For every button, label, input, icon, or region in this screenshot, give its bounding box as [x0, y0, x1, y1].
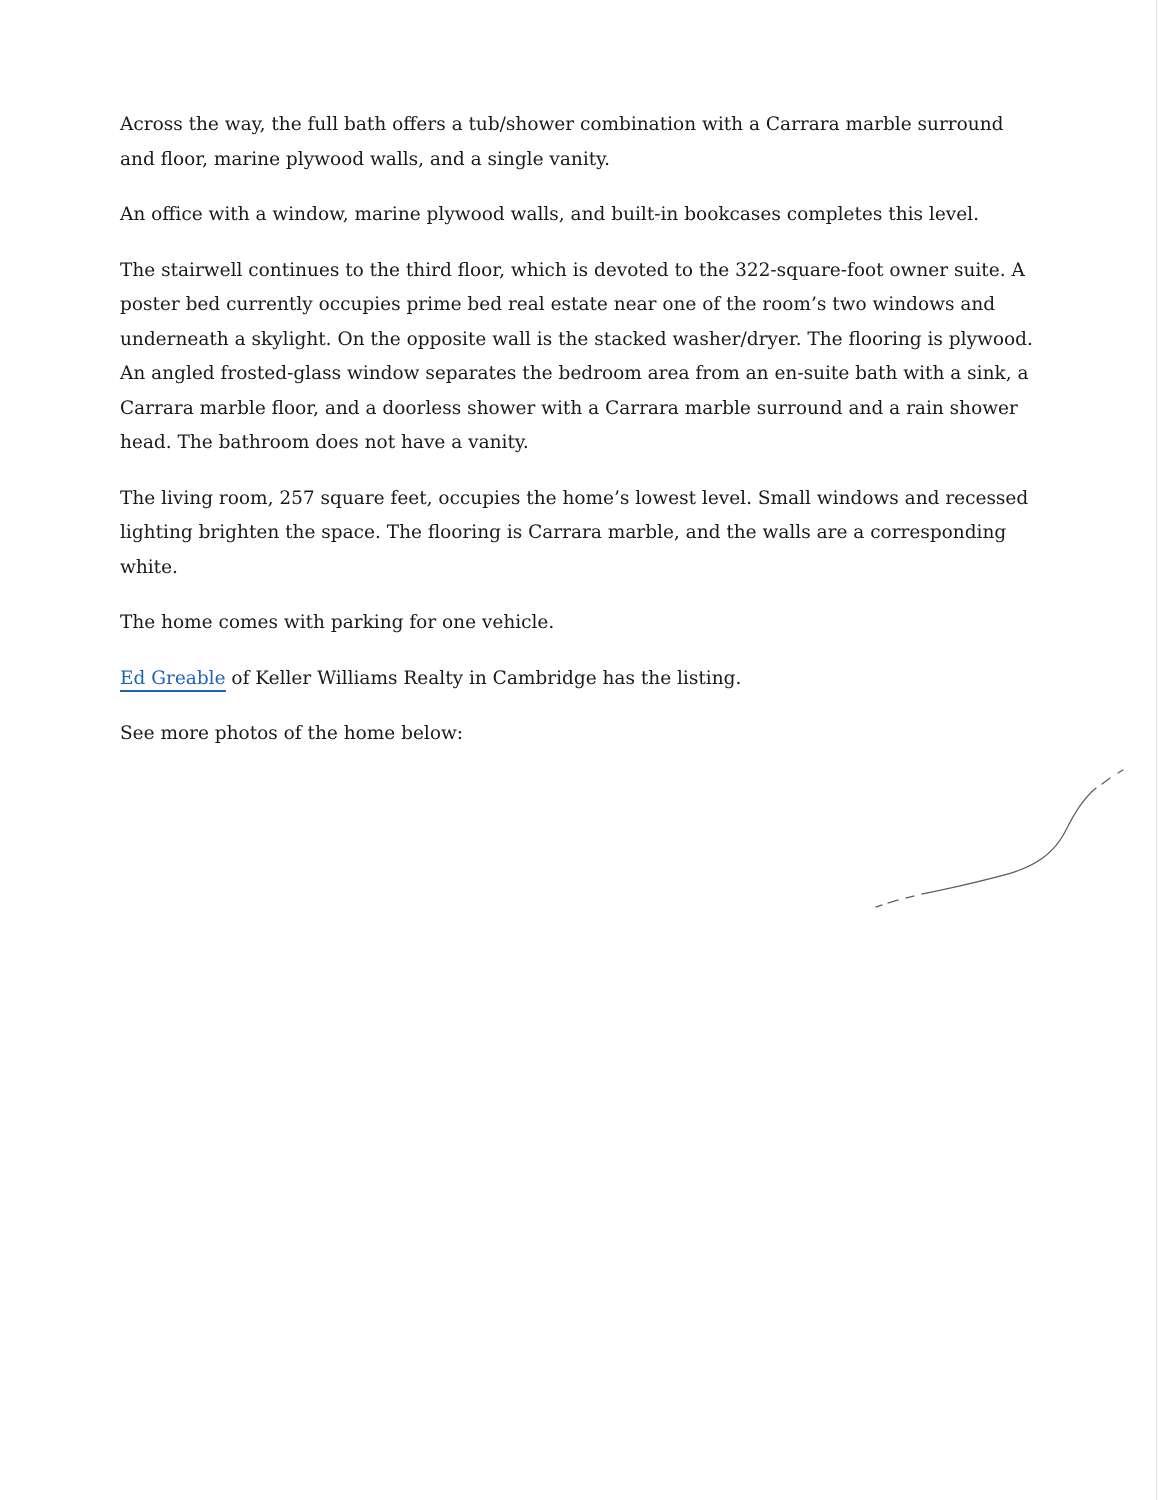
agent-link[interactable]: Ed Greable	[120, 668, 226, 692]
paragraph-listing	[120, 662, 1040, 697]
listing-text: of Keller Williams Realty in Cambridge has the listing.	[225, 667, 742, 689]
pen-stroke-mark	[870, 760, 1140, 920]
paragraph-owner-suite: The stairwell continues to the third floor, which is devoted to the 322-square-foot owner suite. A poster bed currently occupies prime bed real estate near one of the room’s two windows and underneath a skylight. On the opposite wall is the stacked washer/dryer. The flooring is plywood. An angled frosted-glass window separates the bedroom area from an en-suite bath with a sink, a Carrara marble floor, and a doorless shower with a Carrara marble surround and a rain shower head. The bathroom does not have a vanity.	[120, 259, 1033, 453]
paragraph-more-photos: See more photos of the home below:	[120, 723, 464, 744]
paragraph-full-bath: Across the way, the full bath offers a tub/shower combination with a Carrara marble surround and floor, marine plywood walls, and a single vanity.	[120, 114, 1004, 170]
paragraph-living-room: The living room, 257 square feet, occupies the home’s lowest level. Small windows and recessed lighting brighten the space. The flooring is Carrara marble, and the walls are a corresponding white.	[120, 487, 1029, 578]
article-body	[120, 108, 1040, 773]
scan-edge-line	[1156, 0, 1157, 1500]
paragraph-office: An office with a window, marine plywood walls, and built-in bookcases completes this level.	[120, 204, 979, 225]
paragraph-parking: The home comes with parking for one vehicle.	[120, 612, 555, 633]
